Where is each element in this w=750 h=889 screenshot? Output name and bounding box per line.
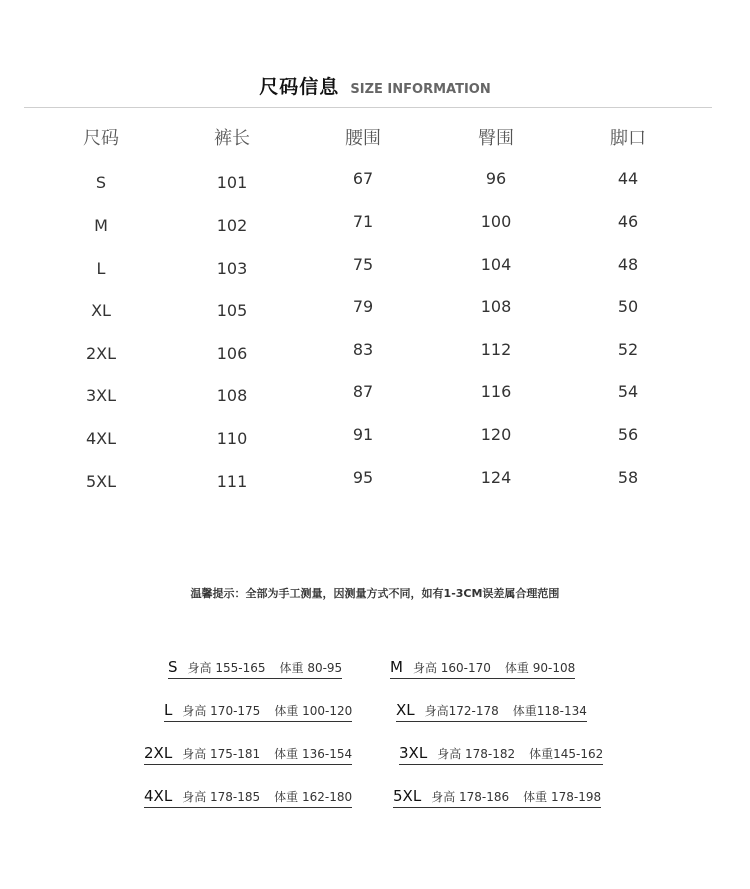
- header-size: 尺码: [83, 128, 119, 149]
- table-cell: 104: [480, 255, 512, 274]
- ref-weight: 体重 162-180: [274, 790, 353, 804]
- header-hip: 臀围: [478, 128, 514, 149]
- table-cell: M: [94, 216, 108, 235]
- table-row: [0, 168, 750, 198]
- table-row: [0, 254, 750, 284]
- table-cell: 105: [216, 301, 248, 320]
- ref-height: 身高 170-175: [182, 704, 261, 718]
- table-cell: 108: [216, 386, 248, 405]
- table-cell: 79: [352, 297, 374, 316]
- table-cell: L: [96, 259, 106, 278]
- size-reference: [164, 699, 352, 722]
- table-cell: 87: [352, 382, 374, 401]
- table-cell: 58: [617, 468, 639, 487]
- ref-weight: 体重118-134: [512, 704, 587, 718]
- size-reference: [396, 699, 587, 722]
- table-cell: 44: [617, 169, 639, 188]
- table-cell: 67: [352, 169, 374, 188]
- size-reference: [390, 656, 575, 679]
- ref-size: 3XL: [399, 744, 428, 762]
- table-cell: 91: [352, 425, 374, 444]
- table-cell: 46: [617, 212, 639, 231]
- table-cell: 71: [352, 212, 374, 231]
- page-title: [0, 72, 750, 99]
- ref-weight: 体重 178-198: [523, 790, 602, 804]
- table-cell: S: [95, 173, 107, 192]
- ref-size: XL: [396, 701, 415, 719]
- ref-size: L: [164, 701, 173, 719]
- ref-weight: 体重 136-154: [274, 747, 353, 761]
- table-cell: 102: [216, 216, 248, 235]
- header-length: 裤长: [214, 128, 250, 149]
- ref-weight: 体重 80-95: [279, 661, 343, 675]
- ref-size: 2XL: [144, 744, 173, 762]
- table-cell: 96: [485, 169, 507, 188]
- ref-height: 身高 178-186: [431, 790, 510, 804]
- table-row: [0, 424, 750, 454]
- table-cell: 124: [480, 468, 512, 487]
- size-reference: [399, 742, 603, 765]
- ref-height: 身高 178-185: [182, 790, 261, 804]
- title-divider: [24, 107, 712, 108]
- size-reference-row: [0, 656, 750, 680]
- table-cell: 48: [617, 255, 639, 274]
- title-chinese: 尺码信息: [259, 76, 340, 98]
- ref-size: 5XL: [393, 787, 422, 805]
- table-row: [0, 211, 750, 241]
- table-cell: 100: [480, 212, 512, 231]
- ref-weight: 体重 100-120: [274, 704, 353, 718]
- ref-size: M: [390, 658, 403, 676]
- table-cell: 83: [352, 340, 374, 359]
- table-cell: 2XL: [85, 344, 117, 363]
- table-cell: 95: [352, 468, 374, 487]
- title-english: SIZE INFORMATION: [350, 82, 491, 97]
- header-hem: 脚口: [610, 128, 646, 149]
- ref-height: 身高172-178: [424, 704, 499, 718]
- table-cell: 4XL: [85, 429, 117, 448]
- size-reference: [144, 742, 352, 765]
- size-reference-row: [0, 785, 750, 809]
- ref-height: 身高 175-181: [182, 747, 261, 761]
- table-cell: 54: [617, 382, 639, 401]
- table-cell: 116: [480, 382, 512, 401]
- ref-weight: 体重145-162: [529, 747, 604, 761]
- header-waist: 腰围: [345, 128, 381, 149]
- table-cell: 5XL: [85, 472, 117, 491]
- ref-height: 身高 178-182: [437, 747, 516, 761]
- table-cell: 103: [216, 259, 248, 278]
- measurement-note: 温馨提示：全部为手工测量，因测量方式不同，如有1-3CM误差属合理范围: [190, 587, 560, 600]
- table-cell: 111: [216, 472, 248, 491]
- table-cell: 75: [352, 255, 374, 274]
- table-cell: 50: [617, 297, 639, 316]
- table-cell: 112: [480, 340, 512, 359]
- table-row: [0, 339, 750, 369]
- table-cell: 101: [216, 173, 248, 192]
- size-table-header: [0, 124, 750, 154]
- table-cell: 3XL: [85, 386, 117, 405]
- ref-size: S: [168, 658, 178, 676]
- table-row: [0, 467, 750, 497]
- table-cell: 56: [617, 425, 639, 444]
- ref-weight: 体重 90-108: [504, 661, 576, 675]
- ref-height: 身高 160-170: [412, 661, 491, 675]
- size-reference: [393, 785, 601, 808]
- size-reference-row: [0, 742, 750, 766]
- table-cell: 110: [216, 429, 248, 448]
- table-row: [0, 381, 750, 411]
- size-reference: [144, 785, 352, 808]
- table-cell: XL: [91, 301, 111, 320]
- table-cell: 120: [480, 425, 512, 444]
- table-cell: 52: [617, 340, 639, 359]
- table-cell: 108: [480, 297, 512, 316]
- table-row: [0, 296, 750, 326]
- size-reference: [168, 656, 342, 679]
- table-cell: 106: [216, 344, 248, 363]
- size-reference-row: [0, 699, 750, 723]
- ref-height: 身高 155-165: [187, 661, 266, 675]
- ref-size: 4XL: [144, 787, 173, 805]
